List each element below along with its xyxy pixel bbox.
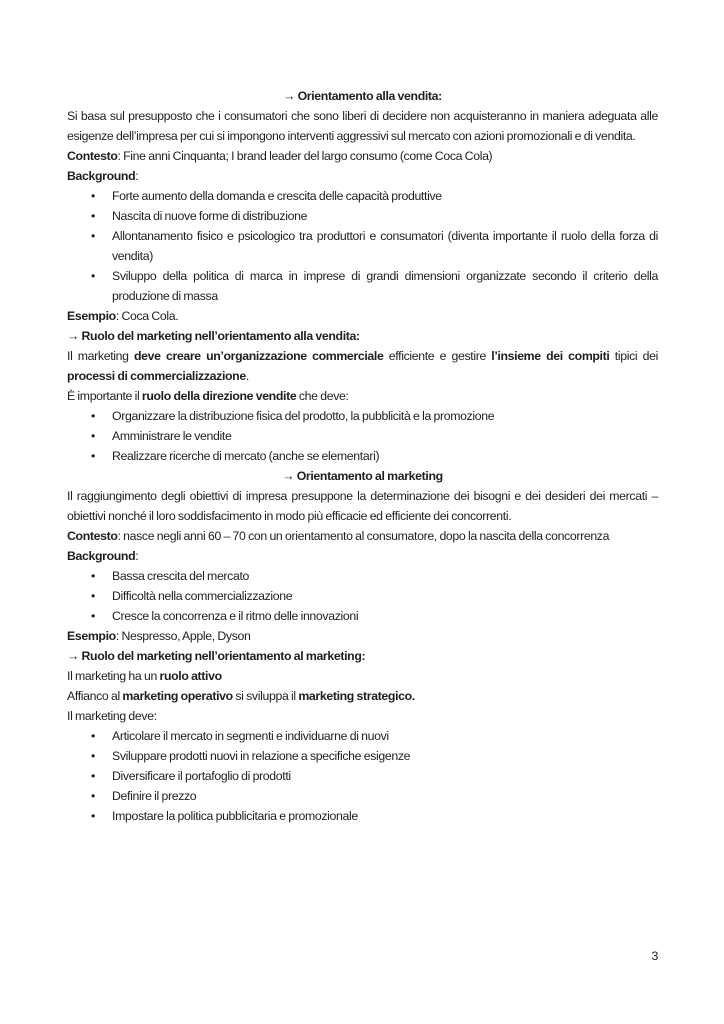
bullet-item (67, 406, 658, 426)
bold-text-run: → Ruolo del marketing nell’orientamento alla vendita: (67, 329, 360, 343)
bullet-text (112, 409, 494, 423)
bold-text-run: Esempio (67, 309, 116, 323)
bold-text-run: processi di commercializzazione (67, 369, 246, 383)
bold-text-run: marketing strategico. (298, 689, 415, 703)
text-run: si sviluppa il (232, 689, 299, 703)
bullet-list-marketing-deve (67, 726, 658, 826)
para-marketing-operativo-strategico (67, 686, 658, 706)
bullet-text (112, 229, 658, 263)
bullet-item (67, 606, 658, 626)
text-run: . (245, 369, 249, 383)
text-run: Definire il prezzo (112, 789, 197, 803)
bullet-list-background-marketing (67, 566, 658, 626)
bullet-text (112, 749, 410, 763)
bullet-text (112, 209, 307, 223)
text-run: Si basa sul presupposto che i consumatori che sono liberi di decidere non acquisteranno in maniera adeguata alle esigenze dell’impresa per cui si impongono interventi aggressivi sul mercato con azioni promozionali e di vendita. (67, 109, 658, 143)
text-run: Cresce la concorrenza e il ritmo delle innovazioni (112, 609, 359, 623)
para-marketing-deve-label (67, 706, 658, 726)
text-run: Sviluppo della politica di marca in imprese di grandi dimensioni organizzate secondo il criterio della produzione di massa (112, 269, 658, 303)
bullet-item (67, 766, 658, 786)
bullet-icon: • (91, 769, 95, 783)
text-run: Nascita di nuove forme di distribuzione (112, 209, 308, 223)
bullet-icon: • (91, 409, 95, 423)
text-run: : Nespresso, Apple, Dyson (115, 629, 251, 643)
bullet-list-direzione-vendite (67, 406, 658, 466)
text-run: Il raggiungimento degli obiettivi di impresa presuppone la determinazione dei bisogni e dei desideri dei mercati – obiettivi nonché il loro soddisfacimento in modo più efficacie ed efficiente dei concorrenti. (67, 489, 658, 523)
text-run: efficiente e gestire (383, 349, 492, 363)
bullet-item (67, 186, 658, 206)
text-run: È importante il (67, 389, 142, 403)
bullet-icon: • (91, 189, 95, 203)
document-content (67, 86, 658, 826)
text-run: Sviluppare prodotti nuovi in relazione a specifiche esigenze (112, 749, 411, 763)
bullet-item (67, 586, 658, 606)
para-intro-marketing (67, 486, 658, 526)
text-run: Bassa crescita del mercato (112, 569, 250, 583)
para-esempio-vendita (67, 306, 658, 326)
bold-text-run: → Orientamento al marketing (282, 469, 443, 483)
bullet-item (67, 206, 658, 226)
text-run: Forte aumento della domanda e crescita delle capacità produttive (112, 189, 442, 203)
bold-text-run: ruolo della direzione vendite (141, 389, 297, 403)
bullet-item (67, 446, 658, 466)
text-run: Amministrare le vendite (112, 429, 232, 443)
text-run: Impostare la politica pubblicitaria e promozionale (112, 809, 358, 823)
bullet-icon: • (91, 209, 95, 223)
bullet-item (67, 226, 658, 266)
para-direzione-vendite (67, 386, 658, 406)
bullet-item (67, 806, 658, 826)
bold-text-run: Esempio (67, 629, 116, 643)
subheading-ruolo-marketing-marketing (67, 646, 658, 666)
bullet-item (67, 746, 658, 766)
para-background-vendita-label (67, 166, 658, 186)
bullet-text (112, 449, 379, 463)
text-run: : (135, 549, 139, 563)
text-run: Difficoltà nella commercializzazione (112, 589, 293, 603)
bullet-item (67, 566, 658, 586)
bullet-text (112, 609, 358, 623)
para-intro-vendita (67, 106, 658, 146)
text-run: Il marketing (67, 349, 134, 363)
bullet-text (112, 569, 249, 583)
para-contesto-marketing (67, 526, 658, 546)
text-run: : (135, 169, 139, 183)
bullet-text (112, 729, 389, 743)
bullet-icon: • (91, 609, 95, 623)
bullet-icon: • (91, 809, 95, 823)
bold-text-run: deve creare un’organizzazione commerciale (133, 349, 384, 363)
text-run: Affianco al (67, 689, 123, 703)
text-run: Allontanamento fisico e psicologico tra produttori e consumatori (diventa importante il ruolo della forza di vendita) (112, 229, 658, 263)
text-run: Organizzare la distribuzione fisica del prodotto, la pubblicità e la promozione (112, 409, 495, 423)
bullet-icon: • (91, 269, 95, 283)
text-run: Diversificare il portafoglio di prodotti (112, 769, 291, 783)
bullet-icon: • (91, 729, 95, 743)
text-run: : Coca Cola. (115, 309, 179, 323)
bullet-icon: • (91, 429, 95, 443)
bullet-item (67, 426, 658, 446)
bold-text-run: ruolo attivo (159, 669, 222, 683)
bullet-text (112, 809, 358, 823)
bullet-icon: • (91, 589, 95, 603)
bold-text-run: Contesto (67, 529, 118, 543)
bullet-text (112, 189, 442, 203)
text-run: Realizzare ricerche di mercato (anche se elementari) (112, 449, 380, 463)
text-run: : nasce negli anni 60 – 70 con un orientamento al consumatore, dopo la nascita della concorrenza (117, 529, 610, 543)
bullet-text (112, 789, 196, 803)
bold-text-run: Contesto (67, 149, 118, 163)
bullet-text (112, 429, 231, 443)
bold-text-run: → Ruolo del marketing nell’orientamento al marketing: (67, 649, 366, 663)
bold-text-run: Background (67, 549, 136, 563)
heading-orientamento-alla-vendita (67, 86, 658, 106)
bullet-text (112, 769, 291, 783)
para-contesto-vendita (67, 146, 658, 166)
para-background-marketing-label (67, 546, 658, 566)
text-run: che deve: (296, 389, 349, 403)
bullet-item (67, 726, 658, 746)
text-run: tipici dei (609, 349, 659, 363)
bullet-icon: • (91, 789, 95, 803)
bullet-item (67, 266, 658, 306)
para-marketing-compiti (67, 346, 658, 386)
bullet-icon: • (91, 449, 95, 463)
heading-orientamento-al-marketing (67, 466, 658, 486)
bullet-icon: • (91, 569, 95, 583)
bold-text-run: l’insieme dei compiti (491, 349, 610, 363)
bullet-item (67, 786, 658, 806)
text-run: Articolare il mercato in segmenti e individuarne di nuovi (112, 729, 389, 743)
bold-text-run: marketing operativo (122, 689, 233, 703)
text-run: : Fine anni Cinquanta; I brand leader del largo consumo (come Coca Cola) (117, 149, 493, 163)
subheading-ruolo-marketing-vendita (67, 326, 658, 346)
bullet-icon: • (91, 749, 95, 763)
bold-text-run: Background (67, 169, 136, 183)
bullet-text (112, 269, 658, 303)
para-ruolo-attivo (67, 666, 658, 686)
bullet-text (112, 589, 292, 603)
bullet-icon: • (91, 229, 95, 243)
para-esempio-marketing (67, 626, 658, 646)
text-run: Il marketing deve: (67, 709, 157, 723)
page-number: 3 (651, 949, 658, 963)
bullet-list-background-vendita (67, 186, 658, 306)
text-run: Il marketing ha un (67, 669, 160, 683)
bold-text-run: → Orientamento alla vendita: (283, 89, 442, 103)
